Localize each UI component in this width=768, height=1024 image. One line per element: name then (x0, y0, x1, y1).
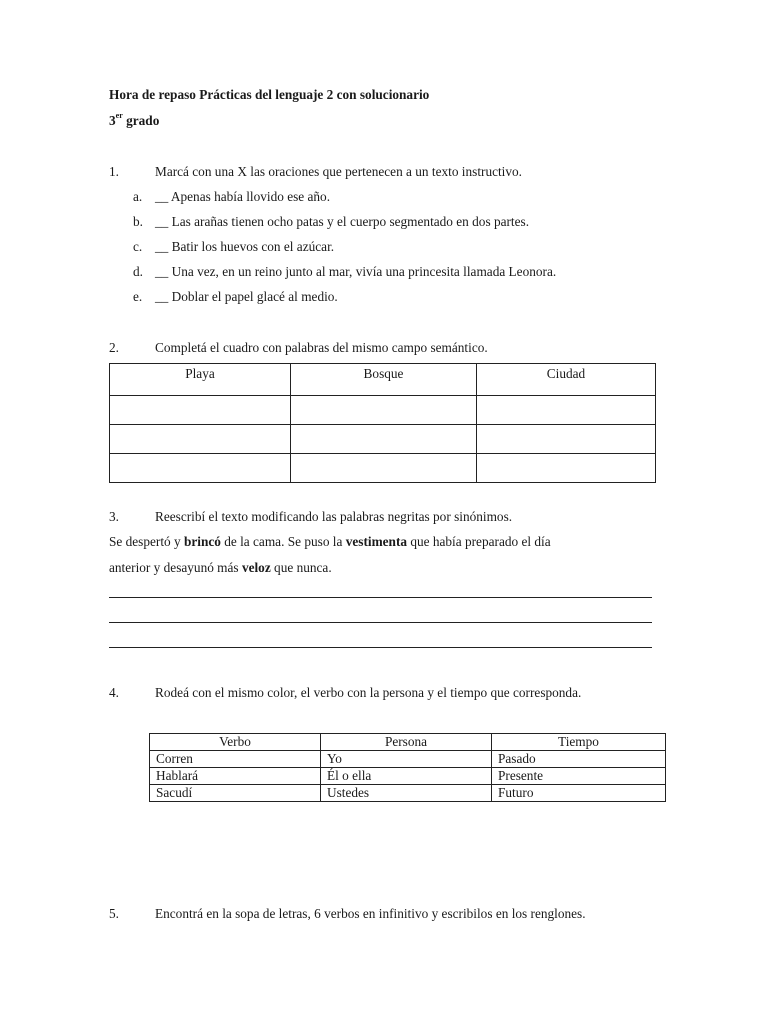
table-header-row (150, 734, 666, 751)
table-row (110, 454, 656, 483)
column-header: Tiempo (492, 734, 666, 751)
grade-superscript: er (115, 111, 123, 120)
q2-number: 2. (109, 340, 119, 355)
writing-line[interactable] (109, 647, 652, 648)
answer-cell[interactable] (477, 454, 656, 483)
person-cell[interactable]: Yo (321, 751, 492, 768)
bold-word: veloz (241, 560, 271, 575)
q1-item-letter: b. (133, 214, 143, 229)
q1-item-text: __ Las arañas tienen ocho patas y el cuerpo segmentado en dos partes. (155, 214, 530, 229)
tense-cell[interactable]: Futuro (492, 785, 666, 802)
answer-cell[interactable] (110, 425, 291, 454)
answer-cell[interactable] (291, 425, 477, 454)
q1-item-text: __ Una vez, en un reino junto al mar, vivía una princesita llamada Leonora. (155, 264, 557, 279)
column-header: Persona (321, 734, 492, 751)
column-header: Bosque (291, 364, 477, 396)
plain-text: que nunca. (270, 560, 332, 575)
grade-number: 3 (109, 113, 116, 128)
q1-number: 1. (109, 164, 119, 179)
semantic-field-table (109, 363, 656, 483)
q3-paragraph-line-2 (109, 560, 332, 576)
plain-text: Se despertó y (109, 534, 184, 549)
table-header-row (110, 364, 656, 396)
q1-prompt: Marcá con una X las oraciones que pertenecen a un texto instructivo. (155, 164, 523, 179)
answer-cell[interactable] (291, 454, 477, 483)
q1-item-text: __ Batir los huevos con el azúcar. (155, 239, 335, 254)
person-cell[interactable]: Él o ella (321, 768, 492, 785)
q4-number: 4. (109, 685, 119, 700)
writing-line[interactable] (109, 622, 652, 623)
q3-number: 3. (109, 509, 119, 524)
grade-label (109, 113, 159, 129)
plain-text: anterior y desayunó más (109, 560, 242, 575)
q1-item-text: __ Apenas había llovido ese año. (155, 189, 331, 204)
q2-prompt: Completá el cuadro con palabras del mismo campo semántico. (155, 340, 488, 355)
writing-line[interactable] (109, 597, 652, 598)
q1-item-letter: a. (133, 189, 143, 204)
table-row (150, 768, 666, 785)
tense-cell[interactable]: Presente (492, 768, 666, 785)
q1-item-letter: d. (133, 264, 143, 279)
grade-word: grado (126, 113, 160, 128)
column-header: Playa (110, 364, 291, 396)
answer-cell[interactable] (477, 425, 656, 454)
table-row (110, 425, 656, 454)
tense-cell[interactable]: Pasado (492, 751, 666, 768)
q4-prompt: Rodeá con el mismo color, el verbo con la persona y el tiempo que corresponda. (155, 685, 582, 700)
answer-cell[interactable] (477, 396, 656, 425)
plain-text: que había preparado el día (407, 534, 551, 549)
q3-paragraph-line-1 (109, 534, 551, 550)
verb-cell[interactable]: Hablará (150, 768, 321, 785)
bold-word: brincó (183, 534, 221, 549)
q1-item-text: __ Doblar el papel glacé al medio. (155, 289, 338, 304)
column-header: Verbo (150, 734, 321, 751)
q3-prompt: Reescribí el texto modificando las palabras negritas por sinónimos. (155, 509, 513, 524)
verb-cell[interactable]: Corren (150, 751, 321, 768)
document-title: Hora de repaso Prácticas del lenguaje 2 con solucionario (109, 87, 430, 102)
verb-person-tense-table (149, 733, 666, 802)
person-cell[interactable]: Ustedes (321, 785, 492, 802)
table-row (150, 751, 666, 768)
q5-prompt: Encontrá en la sopa de letras, 6 verbos en infinitivo y escribilos en los renglones. (155, 906, 586, 921)
table-row (150, 785, 666, 802)
bold-word: vestimenta (345, 534, 408, 549)
verb-cell[interactable]: Sacudí (150, 785, 321, 802)
q5-number: 5. (109, 906, 119, 921)
answer-cell[interactable] (110, 396, 291, 425)
q1-item-letter: c. (133, 239, 143, 254)
q1-item-letter: e. (133, 289, 143, 304)
table-row (110, 396, 656, 425)
answer-cell[interactable] (110, 454, 291, 483)
answer-cell[interactable] (291, 396, 477, 425)
column-header: Ciudad (477, 364, 656, 396)
plain-text: de la cama. Se puso la (220, 534, 346, 549)
